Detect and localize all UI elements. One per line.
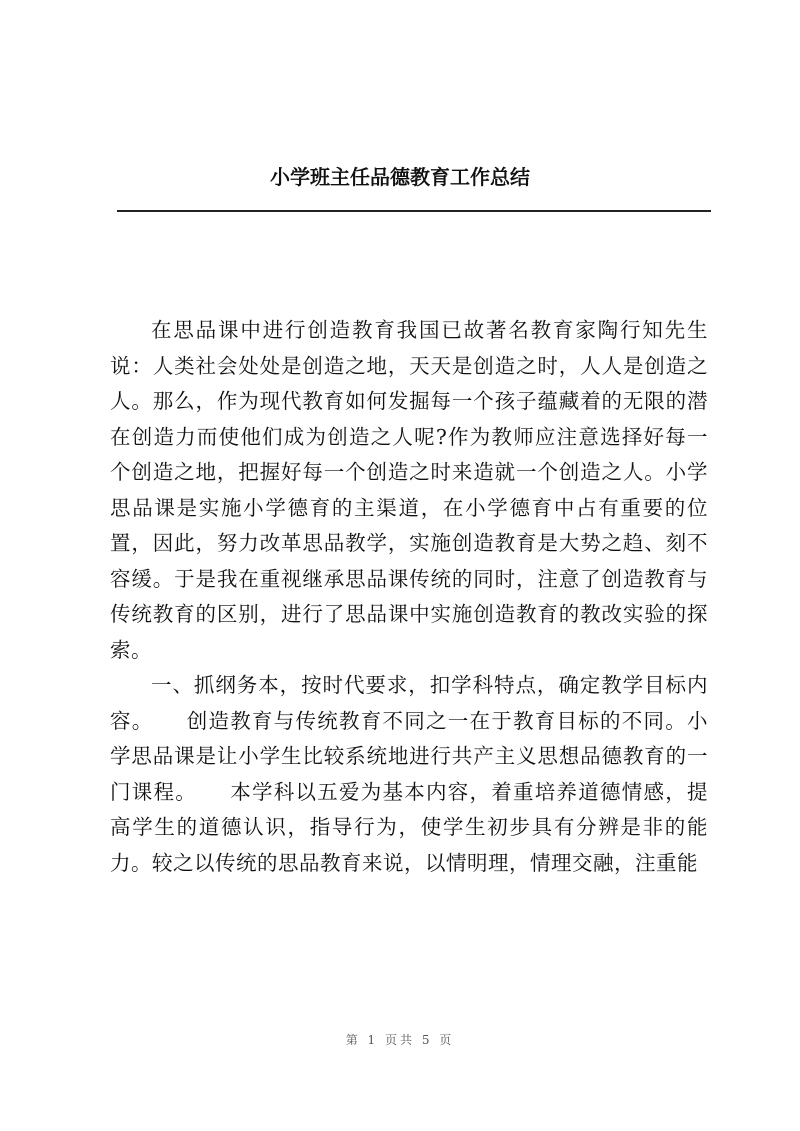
body-paragraph-1: 在思品课中进行创造教育我国已故著名教育家陶行知先生说：人类社会处处是创造之地，天天是创造之时，人人是创造之人。那么，作为现代教育如何发掘每一个孩子蕴藏着的无限的潜在创造力而使他们成为创造之人呢?作为教师应注意选择好每一个创造之地，把握好每一个创造之时来造就一个创造之人。小学思品课是实施小学德育的主渠道，在小学德育中占有重要的位置，因此，努力改革思品教学，实施创造教育是大势之趋、刻不容缓。于是我在重视继承思品课传统的同时，注意了创造教育与传统教育的区别，进行了思品课中实施创造教育的教改实验的探索。 xyxy=(110,318,708,662)
body-paragraph-2: 一、抓纲务本，按时代要求，扣学科特点，确定教学目标内容。 创造教育与传统教育不同之一在于教育目标的不同。小学思品课是让小学生比较系统地进行共产主义思想品德教育的一门课程。 本学科以五爱为基本内容，着重培养道德情感，提高学生的道德认识，指导行为，使学生初步具有分辨是非的能力。较之以传统的思品教育来说，以情明理，情理交融，注重能 xyxy=(110,673,708,875)
page-title: 小学班主任品德教育工作总结 xyxy=(270,165,530,189)
document-body xyxy=(110,313,708,881)
title-divider xyxy=(117,210,711,212)
page-number-footer: 第 1 页共 5 页 xyxy=(345,1033,455,1047)
